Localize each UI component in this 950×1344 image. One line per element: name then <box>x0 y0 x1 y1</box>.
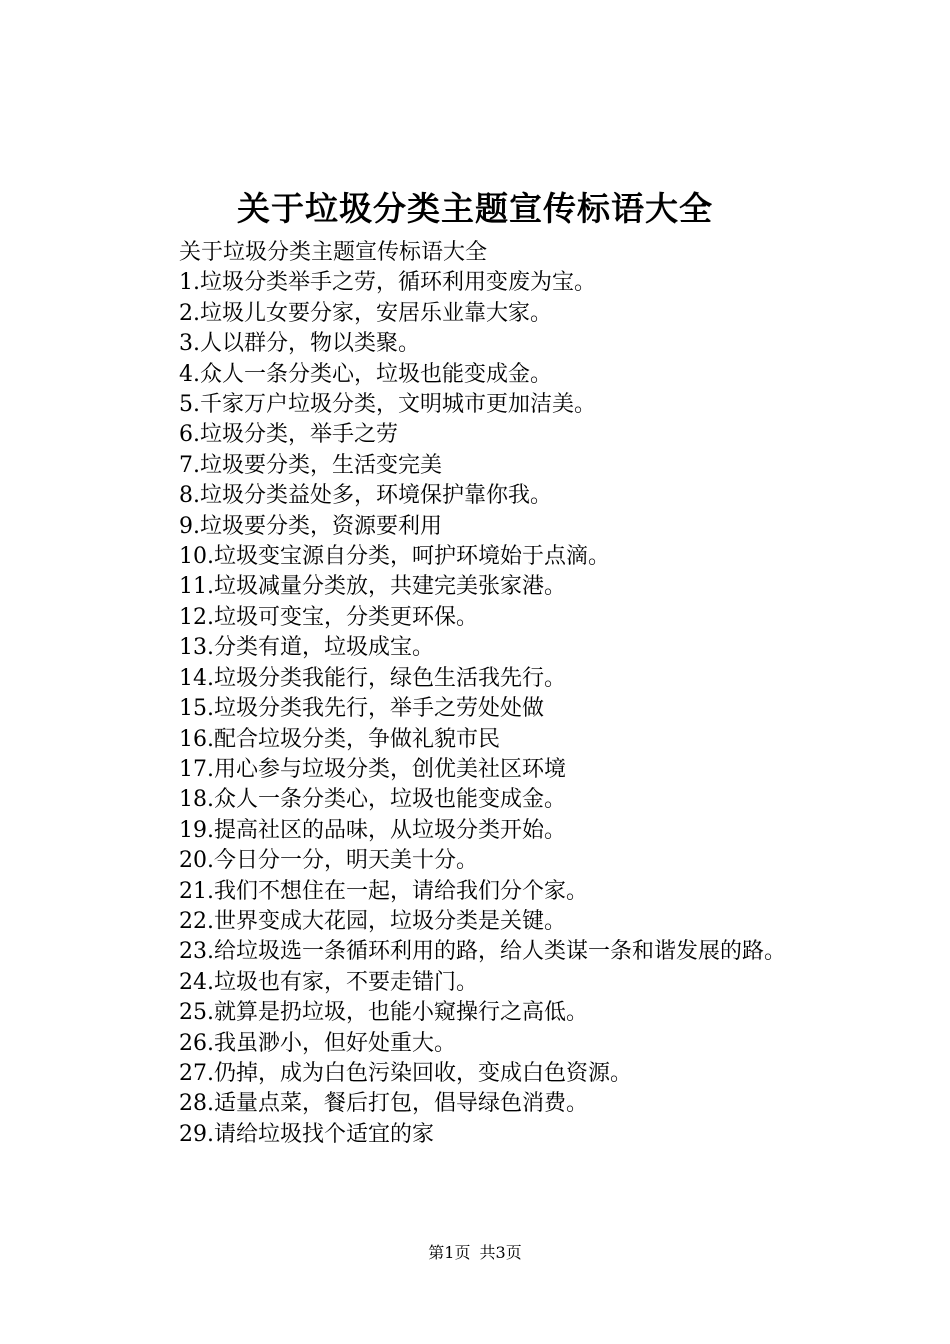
slogan-line: 17.用心参与垃圾分类，创优美社区环境 <box>179 756 566 782</box>
slogan-line: 3.人以群分，物以类聚。 <box>179 331 420 357</box>
slogan-line: 26.我虽渺小，但好处重大。 <box>179 1030 456 1056</box>
slogan-line: 4.众人一条分类心，垃圾也能变成金。 <box>179 361 552 387</box>
slogan-line: 13.分类有道，垃圾成宝。 <box>179 635 434 661</box>
slogan-line: 23.给垃圾选一条循环利用的路，给人类谋一条和谐发展的路。 <box>179 939 786 965</box>
slogan-line: 2.垃圾儿女要分家，安居乐业靠大家。 <box>179 300 552 326</box>
slogan-line: 14.垃圾分类我能行，绿色生活我先行。 <box>179 665 566 691</box>
slogan-line: 16.配合垃圾分类，争做礼貌市民 <box>179 726 500 752</box>
slogan-line: 8.垃圾分类益处多，环境保护靠你我。 <box>179 483 552 509</box>
slogan-line: 22.世界变成大花园，垃圾分类是关键。 <box>179 908 566 934</box>
slogan-line: 21.我们不想住在一起，请给我们分个家。 <box>179 878 588 904</box>
document-title: 关于垃圾分类主题宣传标语大全 <box>237 189 713 228</box>
slogan-line: 24.垃圾也有家，不要走错门。 <box>179 969 478 995</box>
document-body <box>129 238 839 1150</box>
slogan-line: 7.垃圾要分类，生活变完美 <box>179 452 442 478</box>
slogan-line: 20.今日分一分，明天美十分。 <box>179 848 478 874</box>
slogan-line: 29.请给垃圾找个适宜的家 <box>179 1121 434 1147</box>
slogan-line: 关于垃圾分类主题宣传标语大全 <box>179 240 488 265</box>
slogan-line: 28.适量点菜，餐后打包，倡导绿色消费。 <box>179 1091 588 1117</box>
page-number: 第1页 <box>428 1243 471 1262</box>
slogan-line: 6.垃圾分类，举手之劳 <box>179 422 398 448</box>
slogan-line: 18.众人一条分类心，垃圾也能变成金。 <box>179 787 566 813</box>
slogan-line: 12.垃圾可变宝，分类更环保。 <box>179 604 478 630</box>
slogan-line: 1.垃圾分类举手之劳，循环利用变废为宝。 <box>179 270 596 296</box>
page-footer <box>0 1241 950 1265</box>
page-total: 共3页 <box>479 1243 522 1262</box>
slogan-line: 27.仍掉，成为白色污染回收，变成白色资源。 <box>179 1060 632 1086</box>
slogan-line: 10.垃圾变宝源自分类，呵护环境始于点滴。 <box>179 544 610 570</box>
slogan-line: 19.提高社区的品味，从垃圾分类开始。 <box>179 817 566 843</box>
slogan-line: 15.垃圾分类我先行，举手之劳处处做 <box>179 696 544 722</box>
slogan-line: 11.垃圾减量分类放，共建完美张家港。 <box>179 574 566 600</box>
slogan-line: 9.垃圾要分类，资源要利用 <box>179 513 442 539</box>
slogan-line: 25.就算是扔垃圾，也能小窥操行之高低。 <box>179 1000 588 1026</box>
slogan-line: 5.千家万户垃圾分类，文明城市更加洁美。 <box>179 392 596 418</box>
